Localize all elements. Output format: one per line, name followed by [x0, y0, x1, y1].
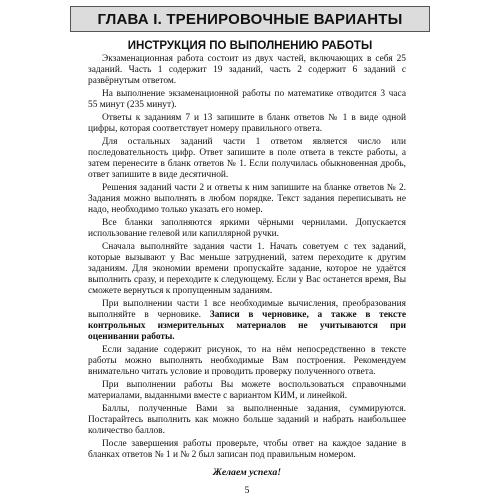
instruction-body — [88, 54, 406, 462]
paragraph-structure: Экзаменационная работа состоит из двух частей, включающих в себя 25 заданий. Часть 1 содержит 19 заданий, часть 2 содержит 6 заданий с развёрнутым ответом. — [88, 54, 406, 87]
paragraph-ink: Все бланки заполняются яркими чёрными чернилами. Допускается использование гелевой или капиллярной ручки. — [88, 217, 406, 239]
paragraph-order: Сначала выполняйте задания части 1. Начать советуем с тех заданий, которые вызывают у Вас меньше затруднений, затем переходите к другим заданиям. Для экономии времени пропускайте задание, которое не удаётся выполнить сразу, и переходите к следующему. Если у Вас останется время, Вы сможете вернуться к пропущенным заданиям. — [88, 241, 406, 297]
paragraph-drawing: Если задание содержит рисунок, то на нём непосредственно в тексте работы можно выполнять необходимые Вам построения. Рекомендуем внимательно читать условие и проводить проверку полученного ответа. — [88, 344, 406, 378]
closing-wish: Желаем успеха! — [212, 467, 282, 478]
paragraph-draft — [88, 299, 406, 344]
paragraph-answers-part2: Решения заданий части 2 и ответы к ним запишите на бланке ответов № 2. Задания можно выполнять в любом порядке. Текст задания переписывать не надо, необходимо только указать его номер. — [88, 182, 406, 216]
draft-plain-text: При выполнении части 1 все необходимые вычисления, преобразования выполняйте в черновике. — [88, 298, 406, 320]
chapter-title: ГЛАВА I. ТРЕНИРОВОЧНЫЕ ВАРИАНТЫ — [97, 10, 403, 28]
page-number: 5 — [244, 485, 250, 496]
paragraph-scores: Баллы, полученные Вами за выполненные задания, суммируются. Постарайтесь выполнить как можно больше заданий и набрать наибольшее количество баллов. — [88, 403, 406, 436]
instruction-heading: ИНСТРУКЦИЯ ПО ВЫПОЛНЕНИЮ РАБОТЫ — [127, 40, 373, 52]
paragraph-answers-part1: Для остальных заданий части 1 ответом является число или последовательность цифр. Ответ запишите в поле ответа в тексте работы, а затем перенесите в бланк ответов № 1. Если получилась обыкновенная дробь, ответ запишите в виде десятичной. — [88, 136, 406, 181]
paragraph-check: После завершения работы проверьте, чтобы ответ на каждое задание в бланках ответов № 1 и № 2 был записан под правильным номером. — [88, 438, 406, 460]
chapter-title-bar — [70, 6, 430, 32]
paragraph-time: На выполнение экзаменационной работы по математике отводится 3 часа 55 минут (235 минут). — [88, 88, 406, 111]
paragraph-reference: При выполнении работы Вы можете воспользоваться справочными материалами, выданными вместе с вариантом КИМ, и линейкой. — [88, 379, 406, 402]
draft-bold-text: Записи в черновике, а также в тексте контрольных измерительных материалов не учитываются при оценивании работы. — [88, 309, 406, 343]
paragraph-answers-7-13: Ответы к заданиям 7 и 13 запишите в бланк ответов № 1 в виде одной цифры, которая соответствует номеру правильного ответа. — [88, 112, 406, 134]
